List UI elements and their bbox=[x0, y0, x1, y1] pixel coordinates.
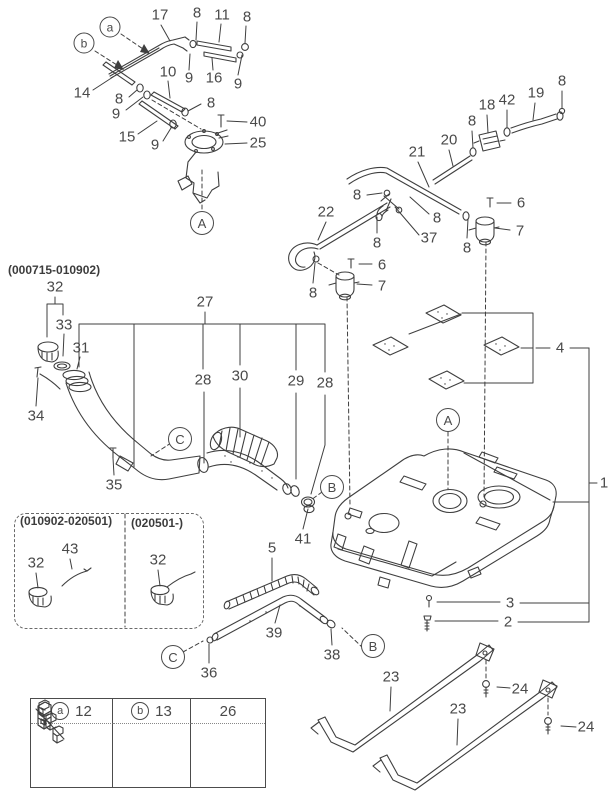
part-callout-4: 4 bbox=[555, 339, 565, 357]
part-callout-30: 30 bbox=[231, 367, 249, 385]
part-callout-20: 20 bbox=[440, 131, 458, 149]
part-callout-9: 9 bbox=[111, 105, 121, 123]
marker-a-circle: a bbox=[51, 702, 69, 720]
part-callout-2: 2 bbox=[503, 613, 513, 631]
part-callout-19: 19 bbox=[527, 84, 545, 102]
part-callout-8: 8 bbox=[462, 239, 472, 257]
part-callout-32: 32 bbox=[46, 278, 64, 296]
part-callout-11: 11 bbox=[214, 6, 230, 24]
part-callout-8: 8 bbox=[308, 284, 318, 302]
part-callout-9: 9 bbox=[150, 136, 160, 154]
part-callout-39: 39 bbox=[265, 624, 283, 642]
part-callout-17: 17 bbox=[151, 6, 169, 24]
part-callout-7: 7 bbox=[377, 277, 387, 295]
part-callout-29: 29 bbox=[287, 372, 305, 390]
part-callout-42: 42 bbox=[498, 91, 516, 109]
clamp-legend-table bbox=[30, 698, 266, 788]
part-callout-28: 28 bbox=[316, 374, 334, 392]
legend-part-number: 12 bbox=[75, 702, 92, 720]
fuel-tank-drawing bbox=[331, 449, 556, 631]
part-callout-15: 15 bbox=[118, 128, 136, 146]
marker-b-circle: b bbox=[131, 702, 149, 720]
part-callout-21: 21 bbox=[408, 143, 426, 161]
clamp-set-icon bbox=[31, 699, 69, 747]
part-callout-41: 41 bbox=[294, 530, 312, 548]
part-callout-8: 8 bbox=[114, 90, 124, 108]
part-callout-8: 8 bbox=[557, 72, 567, 90]
part-callout-6: 6 bbox=[516, 194, 526, 212]
part-callout-8: 8 bbox=[206, 94, 216, 112]
part-callout-8: 8 bbox=[352, 186, 362, 204]
date-range-label: (000715-010902) bbox=[8, 263, 101, 277]
legend-cell-26 bbox=[191, 724, 265, 787]
legend-header-b bbox=[113, 699, 191, 724]
part-callout-31: 31 bbox=[72, 339, 90, 357]
part-callout-32: 32 bbox=[149, 551, 167, 569]
part-callout-24: 24 bbox=[511, 680, 529, 698]
part-callout-8: 8 bbox=[467, 112, 477, 130]
part-callout-35: 35 bbox=[105, 476, 123, 494]
part-callout-10: 10 bbox=[159, 63, 177, 81]
part-callout-27: 27 bbox=[196, 293, 214, 311]
part-callout-24: 24 bbox=[577, 718, 595, 736]
part-callout-6: 6 bbox=[377, 256, 387, 274]
part-callout-8: 8 bbox=[432, 209, 442, 227]
section-marker-A: A bbox=[436, 408, 460, 432]
section-marker-C: C bbox=[161, 645, 185, 669]
part-callout-40: 40 bbox=[249, 113, 267, 131]
legend-part-number: 13 bbox=[155, 702, 172, 720]
part-callout-1: 1 bbox=[599, 474, 609, 492]
part-callout-28: 28 bbox=[194, 371, 212, 389]
legend-cell-13 bbox=[113, 724, 191, 787]
part-callout-14: 14 bbox=[73, 84, 91, 102]
cushion-pads-drawing bbox=[373, 305, 519, 389]
section-marker-a: a bbox=[100, 17, 121, 38]
part-callout-37: 37 bbox=[420, 229, 438, 247]
part-callout-18: 18 bbox=[478, 96, 496, 114]
part-callout-9: 9 bbox=[233, 75, 243, 93]
legend-header-26 bbox=[191, 699, 265, 724]
part-callout-32: 32 bbox=[27, 554, 45, 572]
part-callout-9: 9 bbox=[184, 69, 194, 87]
part-callout-25: 25 bbox=[249, 134, 267, 152]
part-callout-7: 7 bbox=[515, 222, 525, 240]
section-marker-b: b bbox=[74, 33, 95, 54]
section-marker-B: B bbox=[320, 475, 344, 499]
part-callout-43: 43 bbox=[61, 540, 79, 558]
section-marker-B: B bbox=[361, 634, 385, 658]
part-callout-8: 8 bbox=[372, 234, 382, 252]
part-callout-8: 8 bbox=[192, 4, 202, 22]
part-callout-33: 33 bbox=[55, 316, 73, 334]
legend-part-number: 26 bbox=[219, 702, 237, 720]
part-callout-16: 16 bbox=[205, 69, 223, 87]
part-callout-36: 36 bbox=[200, 664, 218, 682]
part-callout-3: 3 bbox=[505, 594, 515, 612]
part-callout-34: 34 bbox=[27, 407, 45, 425]
section-marker-A: A bbox=[190, 211, 214, 235]
date-range-label: (020501-) bbox=[131, 516, 184, 530]
part-callout-23: 23 bbox=[382, 668, 400, 686]
fuel-pump-assembly-drawing bbox=[103, 37, 248, 203]
part-callout-23: 23 bbox=[449, 700, 467, 718]
section-marker-C: C bbox=[168, 427, 192, 451]
tank-straps-drawing bbox=[311, 643, 557, 790]
date-range-label: (010902-020501) bbox=[20, 514, 113, 528]
part-callout-8: 8 bbox=[242, 8, 252, 26]
part-callout-38: 38 bbox=[323, 646, 341, 664]
part-callout-22: 22 bbox=[317, 203, 335, 221]
part-callout-5: 5 bbox=[267, 539, 277, 557]
